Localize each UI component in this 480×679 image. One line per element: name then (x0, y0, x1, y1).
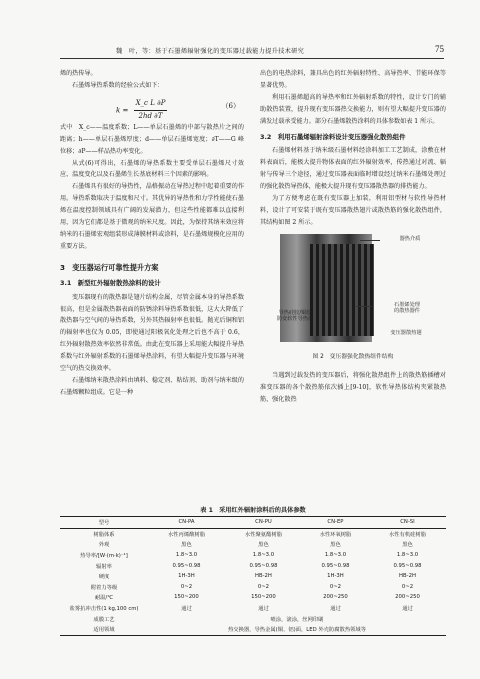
right-column (260, 68, 446, 405)
table-cell: 盐雾抗冲击性(1 kg,100 cm) (69, 606, 139, 613)
table-cell: 通过 (402, 606, 413, 613)
table-row (60, 603, 446, 614)
table-row (60, 560, 446, 571)
paragraph: 石墨烯纳米散热涂料由填料、稳定剂、粘结剂、助剂与纳米级的石墨烯颗粒组成。它是一种 (60, 376, 244, 396)
table-cell: 1.8~3.0 (252, 552, 275, 559)
table-cell: 200~250 (395, 594, 420, 601)
table-cell: 水性聚氨酯树脂 (244, 531, 282, 538)
subsection-heading: 3.1 新型红外辐射散热涂料的设计 (60, 278, 161, 287)
equation-fraction (134, 98, 168, 123)
table-cell: 0.95~0.98 (172, 562, 201, 569)
column-header: 型号 (98, 520, 110, 527)
table-cell: 通过 (330, 606, 341, 613)
table-cell: HB-2H (399, 573, 416, 580)
table-cell: 黑色 (402, 542, 413, 549)
paragraph: 为了方便考虑在既有变压器上加装，利用铝型材与软性导热材料，设计了可安装于既有变压器散热翅片或散热筋的强化散热组件，其结构如图 2 所示。 (260, 195, 446, 226)
table-1 (60, 505, 446, 636)
figure-2 (260, 232, 446, 350)
paragraph: 石墨烯具有很好的导热性，晶格振动在导热过程中起着重要的作用。导热系数取决于温度和尺寸。其优异的导热性和力学性能使石墨烯在温度控制领域具有广阔的发展潜力，但这些性能都难以直接利用，因为它们都是基于微观的纳米尺度。因此，为保持其纳米效应将纳米的石墨烯宏观组装形成薄膜材料或涂料，是石墨烯规模化应用的重要方法。 (60, 183, 244, 250)
table-cell: 辐射率 (96, 563, 112, 570)
table-cell: 通过 (181, 606, 192, 613)
table-cell: 喷涂，滚涂，丝网印刷 (270, 616, 324, 623)
equation-denominator: 2hd ∂T (138, 111, 163, 120)
left-column (60, 68, 244, 399)
table-row (60, 550, 446, 561)
subsection-heading: 3.2 利用石墨烯辐射涂料设计变压器强化散热组件 (260, 132, 406, 141)
table-cell: 0.95~0.98 (249, 562, 278, 569)
table-cell: 1H-3H (327, 573, 344, 580)
table-row (60, 528, 446, 539)
table-cell: 0~2 (329, 583, 342, 590)
table-cell: 0~2 (257, 583, 270, 590)
paragraph: 石墨烯材料基于纳米级石墨材料经涂料加工工艺制成，涂敷在材料表面后，能极大提升物体表面的红外辐射效率，传热通过对流、辐射与传导三个途径，通过变压器表面临时增设经过纳米石墨烯处理过的强化散热导热体，能极大提升现有变压器散热器的排热能力。 (260, 147, 446, 191)
table-cell: 1H-3H (178, 573, 195, 580)
column-header: CN-PA (178, 519, 195, 526)
callout-left: 导热硅胶/铜胶 防变软性导热体 (276, 309, 314, 323)
table-cell: 0~2 (180, 583, 193, 590)
leader-line (356, 306, 372, 307)
table-row (60, 539, 446, 550)
table-cell: 水性环氧树脂 (319, 531, 352, 538)
table-cell: 热导率/[W·(m·k)⁻¹] (80, 553, 128, 560)
table-cell: 0~2 (401, 583, 414, 590)
table-row (60, 582, 446, 593)
table-cell: 耐温/℃ (94, 595, 114, 602)
table-cell: 成膜工艺 (93, 616, 115, 623)
equation-numerator: X_c L ∂P (134, 98, 168, 111)
page-number: 75 (435, 44, 444, 54)
table-cell: 黑色 (330, 542, 341, 549)
paragraph: 利用石墨烯超高的导热率和红外辐射系数的特性，设计专门的辅助散热装置，提升现有变压器热交换能力，则有望大幅提升变压器的满发过载承受能力。部分石墨烯散热涂料的具体参数如表 1 所示。 (260, 93, 446, 125)
equation-body (116, 98, 167, 123)
table-cell: 150~200 (251, 594, 276, 601)
table-cell: 150~200 (174, 594, 199, 601)
running-header (60, 44, 444, 59)
callout-top: 器热介质 (399, 235, 421, 242)
table-cell: 水性有机硅树脂 (388, 531, 427, 538)
table-cell: 树脂体系 (93, 531, 115, 538)
table-row (60, 624, 446, 635)
table-cell: 硬度 (98, 574, 110, 581)
equation-number: （6） (221, 101, 240, 110)
table-cell: 热交换器，导热金属(铜、铝)面，LED 外壳防腐散热领域等 (227, 627, 367, 634)
table-cell: 1.8~3.0 (396, 552, 419, 559)
table-cell: 适用领域 (93, 627, 115, 634)
table-cell: 黑色 (181, 542, 192, 549)
heat-sink-photo (280, 234, 372, 342)
callout-bottom: 变压器散热翅 (390, 329, 422, 336)
column-header: CN-SI (400, 519, 415, 526)
table-row (60, 592, 446, 603)
table-cell: 附着力等级 (90, 584, 118, 591)
table-cell: 0.95~0.98 (321, 562, 350, 569)
leader-line (360, 240, 380, 241)
table-cell: 黑色 (258, 542, 269, 549)
table-cell: 1.8~3.0 (324, 552, 347, 559)
table-cell: 通过 (258, 606, 269, 613)
table-cell: 外观 (98, 542, 110, 549)
table-cell: 200~250 (323, 594, 348, 601)
paragraph: 变压器现有的散热器是翅片结构金属，尽管金属本身的导热系数很高，但是金属散热器表面的防锈涂料导热系数很低，这大大降低了散热器与空气间的导热系数，另外其热辐射率也很低。抛光后铜和铝的辐射率也仅为 0.05，即使通过阳极氧化处理之后也不高于 0.6，红外辐射散热效率依然非常低。由此在变压器上采用能大幅提升导热系数与红外辐射系数的石墨烯导热涂料，有望大幅提升变压器与环境空气的热交换效率。 (60, 293, 244, 373)
table-row (60, 613, 446, 624)
table-cell: HB-2H (255, 573, 272, 580)
figure-caption: 图 2 变压器强化散热组件结构 (312, 353, 394, 360)
table-cell: 水性丙烯酸树脂 (167, 531, 206, 538)
section-heading: 3 变压器运行可靠性提升方案 (60, 262, 159, 272)
table-cell: 1.8~3.0 (175, 552, 198, 559)
paragraph: 式中 X_c——温度系数；L——单层石墨烯的中部与散热片之间的距离；h——单层石墨烯厚度；d——单层石墨烯宽度；∂T——G 峰位移；∂P——样品热功率变化。 (60, 123, 244, 155)
table-caption: 表 1 采用红外辐射涂料后的具体参数 (200, 507, 306, 514)
callout-right: 石墨烯处理 的散热器件 (394, 301, 420, 315)
paragraph: 出色的电热涂料，兼具出色的红外辐射特性、高导热率、节能环保等显著优势。 (260, 70, 446, 89)
equation-6 (60, 94, 244, 120)
paragraph: 烯的热传导。 (60, 70, 97, 77)
table-row (60, 571, 446, 582)
table-cell: 0.95~0.98 (393, 562, 422, 569)
table-header-row (60, 517, 446, 529)
parameter-table (60, 516, 446, 636)
paragraph: 石墨烯导热系数的经验公式如下： (72, 81, 164, 89)
column-header: CN-EP (327, 519, 344, 526)
running-title: 魏 叶，等：基于石墨烯辐射强化的变压器过载能力提升技术研究 (116, 48, 305, 55)
equation-lhs: k = (116, 106, 129, 115)
paragraph: 当遇到过载发热的变压器后，将强化散热组件上的散热筋插槽对准变压器的各个散热筋依次插上[9-10]，软性导热体结构夹紧散热筋，强化散热 (260, 371, 446, 403)
column-header: CN-PU (255, 519, 272, 526)
paragraph: 从式(6)可得出，石墨烯的导热系数主要受单层石墨烯尺寸效应、温度变化以及石墨烯生长基底材料三个因素的影响。 (60, 159, 244, 179)
